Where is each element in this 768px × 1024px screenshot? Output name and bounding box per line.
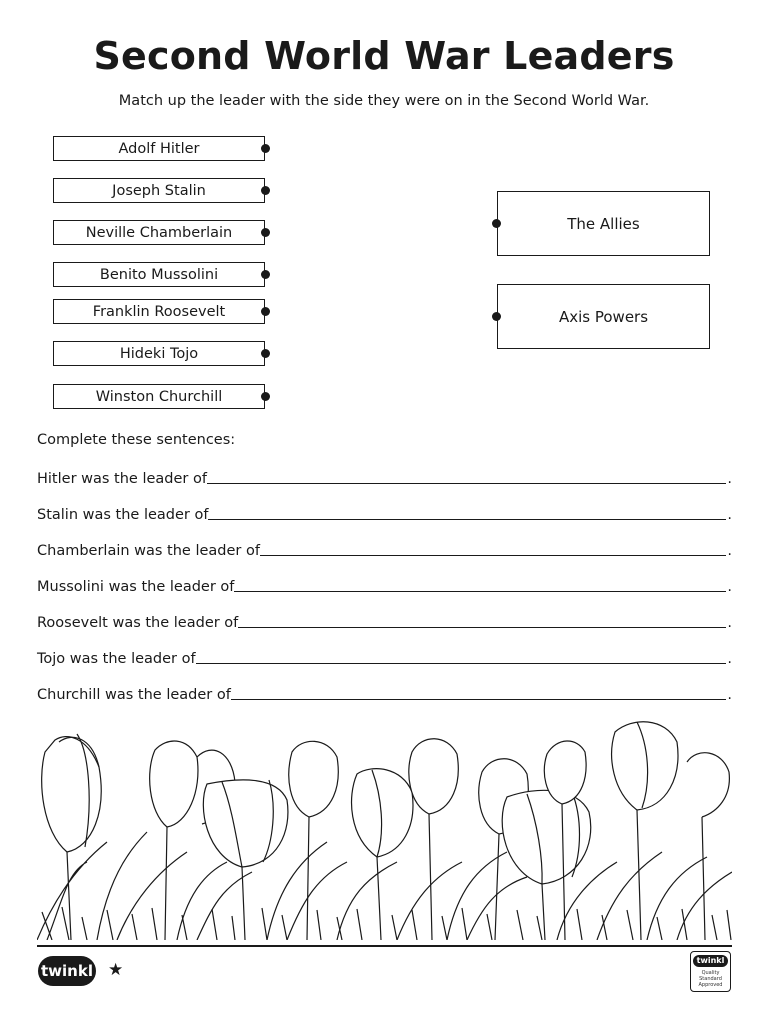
sentence-period: . [727, 651, 732, 667]
sentence-row [37, 537, 732, 559]
answer-line[interactable] [196, 662, 727, 664]
quality-badge [690, 951, 731, 992]
side-label: Axis Powers [558, 307, 649, 326]
sentence-period: . [727, 579, 732, 595]
sentence-prompt: Chamberlain was the leader of [37, 543, 260, 559]
badge-text: Quality Standard Approved [698, 970, 723, 988]
sentence-row [37, 645, 732, 667]
leader-box-stalin[interactable] [53, 178, 265, 203]
leader-box-roosevelt[interactable] [53, 299, 265, 324]
leader-label: Hideki Tojo [119, 345, 199, 362]
page-subtitle: Match up the leader with the side they were on in the Second World War. [118, 93, 650, 109]
leader-box-chamberlain[interactable] [53, 220, 265, 245]
leader-box-churchill[interactable] [53, 384, 265, 409]
sentence-row [37, 465, 732, 487]
connector-dot[interactable] [261, 144, 270, 153]
side-box-allies[interactable] [497, 191, 710, 256]
leader-label: Winston Churchill [95, 388, 223, 405]
answer-line[interactable] [238, 626, 726, 628]
leader-label: Benito Mussolini [99, 266, 219, 283]
side-box-axis[interactable] [497, 284, 710, 349]
connector-dot[interactable] [261, 270, 270, 279]
sentence-prompt: Stalin was the leader of [37, 507, 209, 523]
answer-line[interactable] [208, 518, 726, 520]
sentence-prompt: Hitler was the leader of [37, 471, 207, 487]
sentence-period: . [727, 615, 732, 631]
connector-dot[interactable] [261, 349, 270, 358]
sentence-row [37, 681, 732, 703]
connector-dot[interactable] [261, 228, 270, 237]
sentence-period: . [727, 471, 732, 487]
leader-label: Adolf Hitler [118, 140, 200, 157]
connector-dot[interactable] [492, 219, 501, 228]
connector-dot[interactable] [261, 307, 270, 316]
sentence-row [37, 501, 732, 523]
twinkl-logo: twinkl [38, 956, 96, 986]
sentence-prompt: Mussolini was the leader of [37, 579, 235, 595]
side-label: The Allies [567, 214, 640, 233]
sentence-prompt: Churchill was the leader of [37, 687, 231, 703]
sentence-prompt: Tojo was the leader of [37, 651, 196, 667]
sentence-period: . [727, 543, 732, 559]
leader-box-hitler[interactable] [53, 136, 265, 161]
leader-label: Franklin Roosevelt [92, 303, 226, 320]
leader-box-tojo[interactable] [53, 341, 265, 366]
star-icon: ★ [108, 960, 124, 980]
sentence-row [37, 609, 732, 631]
answer-line[interactable] [207, 482, 726, 484]
leader-box-mussolini[interactable] [53, 262, 265, 287]
footer-divider [37, 945, 732, 947]
sentence-row [37, 573, 732, 595]
answer-line[interactable] [260, 554, 726, 556]
sentence-period: . [727, 687, 732, 703]
badge-logo: twinkl [693, 955, 729, 967]
sentence-period: . [727, 507, 732, 523]
answer-line[interactable] [234, 590, 726, 592]
connector-dot[interactable] [261, 186, 270, 195]
leader-label: Joseph Stalin [112, 182, 206, 199]
instructions-text: Complete these sentences: [37, 432, 236, 448]
tulip-illustration [37, 712, 732, 940]
leader-label: Neville Chamberlain [85, 224, 233, 241]
answer-line[interactable] [231, 698, 727, 700]
page-title: Second World War Leaders [93, 34, 675, 78]
connector-dot[interactable] [261, 392, 270, 401]
sentence-prompt: Roosevelt was the leader of [37, 615, 239, 631]
connector-dot[interactable] [492, 312, 501, 321]
